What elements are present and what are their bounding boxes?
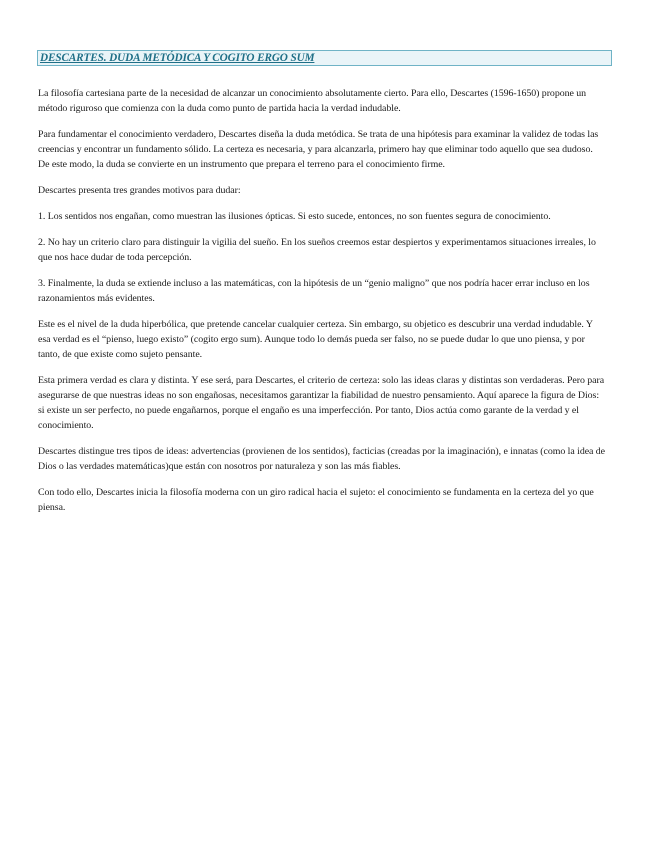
page-title: DESCARTES. DUDA METÓDICA Y COGITO ERGO SUM xyxy=(40,52,315,64)
paragraph-motivos-intro: Descartes presenta tres grandes motivos para dudar: xyxy=(38,185,241,196)
title-box xyxy=(37,50,612,66)
paragraph-conclusion: Con todo ello, Descartes inicia la filosofía moderna con un giro radical hacia el sujeto: el conocimiento se fundamenta en la certeza del yo que piensa. xyxy=(38,487,594,513)
paragraph-cogito: Este es el nivel de la duda hiperbólica, que pretende cancelar cualquier certeza. Sin embargo, su objetico es descubrir una verdad indudable. Y esa verdad es el “pienso, luego existo” (cogito ergo sum). Aunque todo lo demás pueda ser falso, no se puede dudar lo que uno piensa, y por tanto, de que existe como sujeto pensante. xyxy=(38,319,593,360)
paragraph-tipos-ideas: Descartes distingue tres tipos de ideas: advertencias (provienen de los sentidos), facticias (creadas por la imaginación), e innatas (como la idea de Dios o las verdades matemáticas)que están con nosotros por naturaleza y son las más fiables. xyxy=(38,446,606,472)
paragraph-motivo-3: 3. Finalmente, la duda se extiende incluso a las matemáticas, con la hipótesis de un “genio maligno” que nos podría hacer errar incluso en los razonamientos más evidentes. xyxy=(38,278,590,304)
document-body xyxy=(38,86,606,526)
paragraph-criterio-certeza: Esta primera verdad es clara y distinta. Y ese será, para Descartes, el criterio de certeza: solo las ideas claras y distintas son verdaderas. Pero para asegurarse de que nuestras ideas no son engañosas, necesitamos garantizar la fiabilidad de nuestro pensamiento. Aquí aparece la figura de Dios: si existe un ser perfecto, no puede engañarnos, porque el engaño es una imperfección. Por tanto, Dios actúa como garante de la verdad y el conocimiento. xyxy=(38,375,605,431)
paragraph-duda-metodica: Para fundamentar el conocimiento verdadero, Descartes diseña la duda metódica. Se trata de una hipótesis para examinar la validez de todas las creencias y encontrar un fundamento sólido. La certeza es necesaria, y para alcanzarla, primero hay que eliminar todo aquello que sea dudoso. De este modo, la duda se convierte en un instrumento que prepara el terreno para el conocimiento firme. xyxy=(38,129,599,170)
paragraph-motivo-2: 2. No hay un criterio claro para distinguir la vigilia del sueño. En los sueños creemos estar despiertos y experimentamos situaciones irreales, lo que nos hace dudar de toda percepción. xyxy=(38,237,596,263)
paragraph-intro: La filosofía cartesiana parte de la necesidad de alcanzar un conocimiento absolutamente cierto. Para ello, Descartes (1596-1650) propone un método riguroso que comienza con la duda como punto de partida hacia la verdad indudable. xyxy=(38,88,587,114)
paragraph-motivo-1: 1. Los sentidos nos engañan, como muestran las ilusiones ópticas. Si esto sucede, entonces, no son fuentes segura de conocimiento. xyxy=(38,211,551,222)
